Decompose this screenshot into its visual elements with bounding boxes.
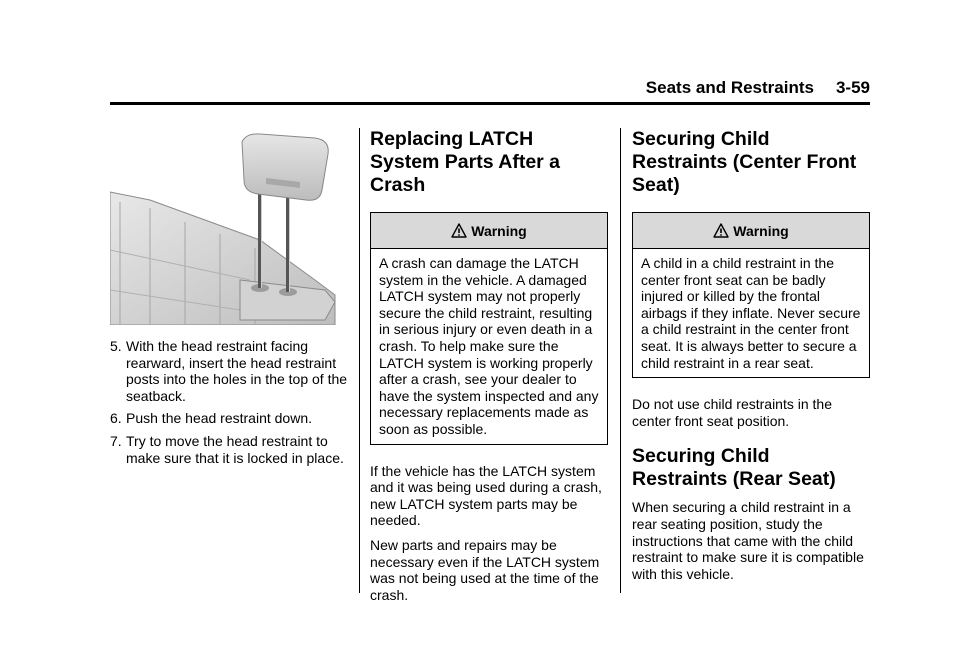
section-heading: Securing Child Restraints (Center Front Seat) — [632, 128, 857, 196]
warning-text: A crash can damage the LATCH system in the vehicle. A damaged LATCH system may not properly secure the child restraint, resulting in serious injury or even death in a crash. To help make sure the LATCH system is working properly after a crash, see your dealer to have the system inspected and any necessary replacements made as soon as possible. — [379, 255, 599, 437]
step-text: Try to move the head restraint to make sure that it is locked in place. — [126, 432, 344, 466]
list-item — [110, 433, 350, 466]
warning-label: Warning — [733, 222, 789, 239]
column-2 — [370, 128, 608, 603]
header-rule — [110, 102, 870, 105]
section-heading: Securing Child Restraints (Rear Seat) — [632, 445, 836, 491]
step-number: 5. — [110, 338, 122, 354]
page-header — [110, 78, 870, 104]
paragraph: New parts and repairs may be necessary even if the LATCH system was not being used at the time of the crash. — [370, 536, 600, 603]
warning-icon — [713, 223, 729, 239]
section-heading: Replacing LATCH System Parts After a Crash — [370, 128, 561, 196]
column-divider — [620, 128, 621, 593]
head-restraint-seatback-illustration — [110, 130, 350, 325]
step-number: 6. — [110, 410, 122, 427]
warning-box — [370, 212, 608, 445]
paragraph: When securing a child restraint in a rear seating position, study the instructions that came with the child restraint to make sure it is compatible with this vehicle. — [632, 499, 864, 582]
list-item — [110, 338, 350, 404]
step-text: With the head restraint facing rearward, insert the head restraint posts into the holes in the top of the seatback. — [126, 338, 348, 404]
page-number: 3-59 — [835, 78, 870, 97]
warning-icon — [451, 223, 467, 239]
column-3 — [632, 128, 870, 582]
step-number: 7. — [110, 432, 122, 449]
warning-header — [371, 213, 607, 249]
column-divider — [359, 128, 360, 593]
list-item — [110, 410, 350, 427]
column-1 — [110, 338, 350, 472]
warning-header — [633, 213, 869, 249]
section-title: Seats and Restraints — [645, 78, 814, 97]
paragraph: Do not use child restraints in the center front seat position. — [632, 396, 832, 429]
warning-label: Warning — [471, 222, 527, 239]
step-list — [110, 338, 350, 466]
warning-text: A child in a child restraint in the center front seat can be badly injured or killed by the frontal airbags if they inflate. Never secure a child restraint in the center front seat. It is always better to secure a child restraint in a rear seat. — [641, 255, 861, 371]
warning-box — [632, 212, 870, 378]
step-text: Push the head restraint down. — [126, 410, 313, 427]
paragraph: If the vehicle has the LATCH system and it was being used during a crash, new LATCH system parts may be needed. — [370, 462, 602, 529]
